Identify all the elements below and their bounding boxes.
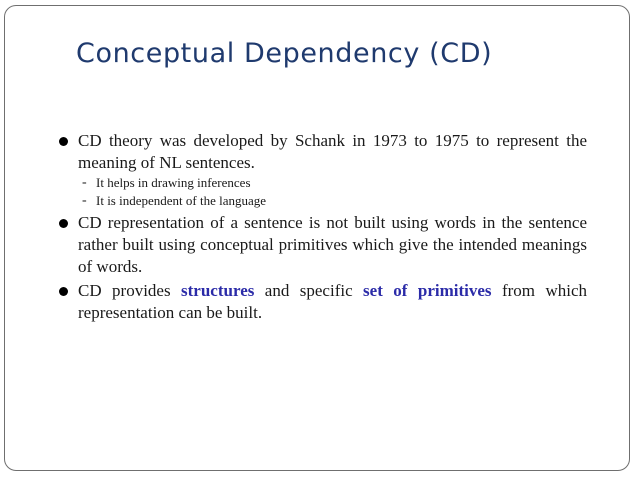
bullet-dot-icon: [59, 287, 68, 296]
bullet-text: [78, 280, 587, 324]
dash-marker-icon: -: [82, 193, 87, 208]
sub-bullet-item-1: [82, 174, 587, 192]
slide-frame: [4, 5, 630, 471]
sub-bullet-text: It helps in drawing inferences: [96, 175, 251, 190]
text-segment: from which representation can be built.: [78, 281, 587, 322]
sub-bullet-list: [78, 174, 587, 210]
bullet-dot-icon: [59, 219, 68, 228]
bullet-list: [56, 130, 587, 326]
highlight-structures: structures: [181, 281, 255, 300]
sub-bullet-item-2: [82, 192, 587, 210]
text-segment: and specific: [254, 281, 364, 300]
bullet-item-1: [56, 130, 587, 210]
sub-bullet-text: It is independent of the language: [96, 193, 267, 208]
highlight-set-of-primitives: set of primitives: [363, 281, 492, 300]
dash-marker-icon: -: [82, 175, 87, 190]
slide-title: Conceptual Dependency (CD): [76, 38, 493, 69]
bullet-text: CD representation of a sentence is not built using words in the sentence rather built using conceptual primitives which give the intended meanings of words.: [78, 213, 587, 276]
bullet-dot-icon: [59, 137, 68, 146]
bullet-text: CD theory was developed by Schank in 1973 to 1975 to represent the meaning of NL sentences.: [78, 131, 587, 172]
text-segment: CD provides: [78, 281, 182, 300]
bullet-item-3: [56, 280, 587, 324]
bullet-item-2: [56, 212, 587, 278]
